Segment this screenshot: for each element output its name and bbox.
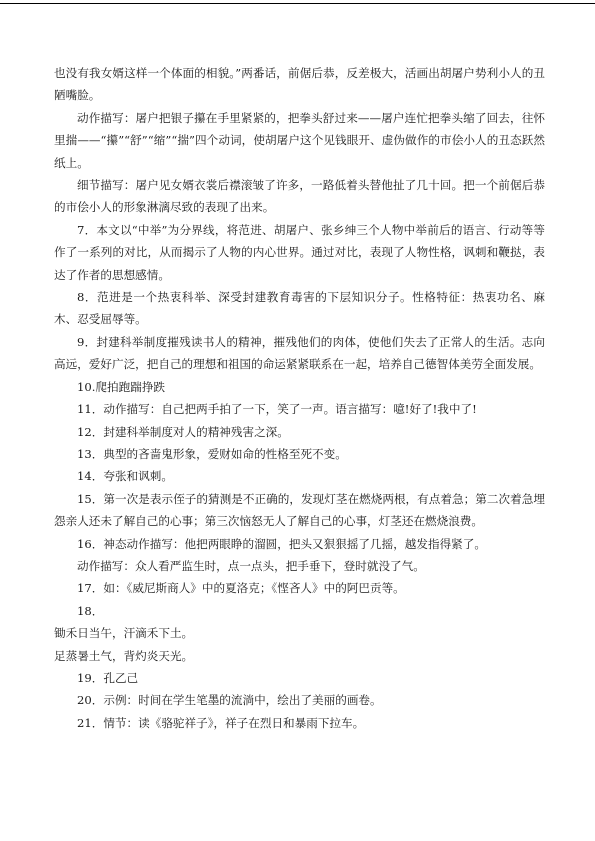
paragraph: 17．如：《威尼斯商人》中的夏洛克；《悭吝人》中的阿巴贡等。 [77, 581, 405, 596]
paragraph: 也没有我女婿这样一个体面的相貌。”两番话，前倨后恭，反差极大，活画出胡屠户势利小人的丑陋嘴脸。 [54, 66, 545, 103]
header-rule [0, 3, 595, 4]
paragraph: 21．情节：读《骆驼祥子》，祥子在烈日和暴雨下拉车。 [77, 715, 365, 730]
paragraph: 9．封建科举制度摧残读书人的精神，摧残他们的肉体，使他们失去了正常人的生活。志向高远，爱好广泛，把自己的理想和祖国的命运紧紧联系在一起，培养自己德智体美劳全面发展。 [54, 334, 545, 372]
paragraph: 动作描写：屠户把银子攥在手里紧紧的，把拳头舒过来——屠户连忙把拳头缩了回去，往怀里揣——“攥”“舒”“缩”“揣”四个动词，使胡屠户这个见钱眼开、虚伪做作的市侩小人的丑态跃然纸上。 [54, 110, 545, 170]
paragraph: 15．第一次是表示侄子的猜测是不正确的，发现灯茎在燃烧两根，有点着急；第二次着急埋怨亲人还未了解自己的心事；第三次恼怒无人了解自己的心事，灯茎还在燃烧浪费。 [54, 491, 545, 529]
paragraph: 16．神态动作描写：他把两眼睁的溜圆，把头又狠狠摇了几摇，越发指得紧了。 [77, 536, 486, 551]
paragraph: 12．封建科举制度对人的精神残害之深。 [77, 424, 289, 439]
paragraph: 8．范进是一个热衷科举、深受封建教育毒害的下层知识分子。性格特征：热衷功名、麻木、忍受屈辱等。 [54, 290, 545, 327]
paragraph: 13．典型的吝啬鬼形象，爱财如命的性格至死不变。 [77, 446, 347, 461]
poem-line: 锄禾日当午，汗滴禾下土。 [54, 626, 194, 641]
paragraph: 20．示例：时间在学生笔墨的流淌中，绘出了美丽的画卷。 [77, 693, 382, 708]
paragraph: 7．本文以“中举”为分界线，将范进、胡屠户、张乡绅三个人物中举前后的语言、行动等等作了一系列的对比，从而揭示了人物的内心世界。通过对比，表现了人物性格，讽刺和鞭挞，表达了作者的思想感情。 [54, 222, 545, 282]
document-body [54, 62, 545, 734]
paragraph: 10.爬拍跑踹挣跌 [77, 379, 166, 394]
paragraph: 18． [77, 603, 104, 618]
paragraph: 动作描写：众人看严监生时，点一点头，把手垂下，登时就没了气。 [77, 558, 425, 573]
paragraph: 14．夸张和讽刺。 [77, 469, 173, 484]
paragraph: 11．动作描写：自己把两手拍了一下，笑了一声。语言描写：噫!好了!我中了! [77, 402, 477, 417]
paragraph: 19．孔乙己 [77, 670, 139, 685]
poem-line: 足蒸暑土气，背灼炎天光。 [54, 648, 194, 663]
paragraph: 细节描写：屠户见女婿衣裳后襟滚皱了许多，一路低着头替他扯了几十回。把一个前倨后恭的市侩小人的形象淋漓尽致的表现了出来。 [54, 178, 545, 215]
